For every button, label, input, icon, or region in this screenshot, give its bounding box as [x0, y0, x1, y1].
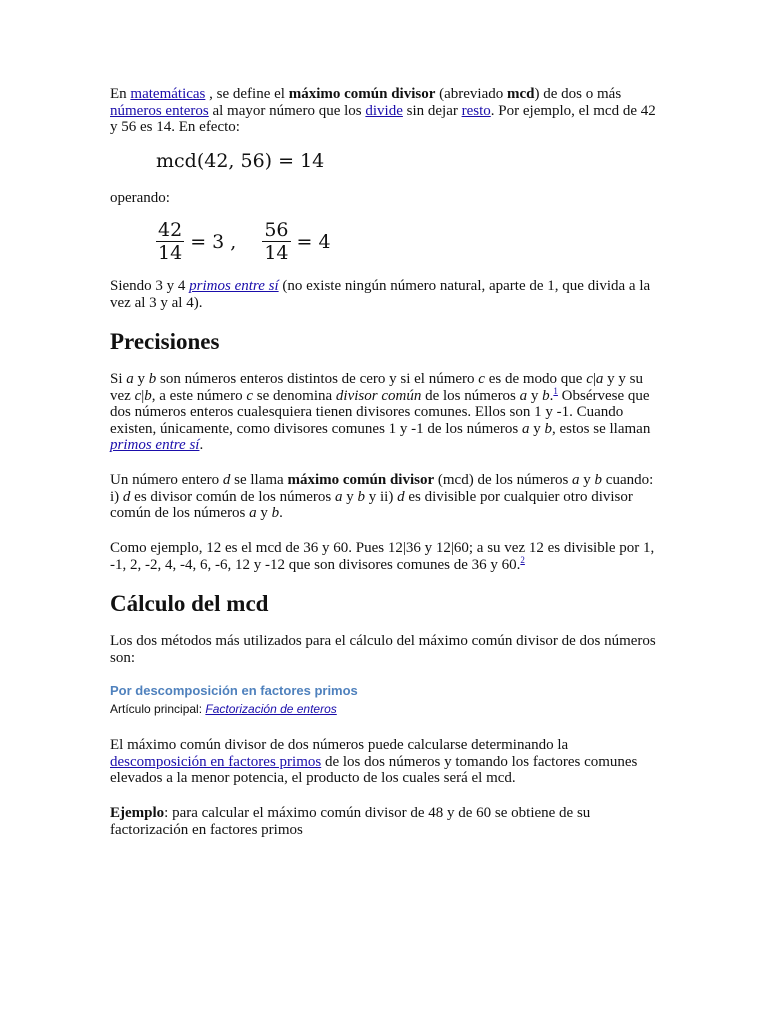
- equation-rhs: = 4: [296, 230, 331, 253]
- text: .: [279, 505, 283, 522]
- text: y su vez: [110, 371, 643, 404]
- text: y: [342, 488, 358, 505]
- link-resto[interactable]: resto: [461, 102, 491, 119]
- heading-calculo: Cálculo del mcd: [110, 591, 269, 616]
- link-primos-entre-si-2[interactable]: primos entre sí: [110, 437, 200, 454]
- text: sin dejar: [402, 102, 462, 119]
- equation-rhs: = 3 ,: [190, 230, 237, 253]
- text: y: [256, 505, 272, 522]
- text: es de modo que: [484, 371, 587, 387]
- text: El máximo común divisor de dos números puede calcularse determinando la: [110, 737, 569, 753]
- text: . Por ejemplo, el mcd de 42 y 56 es 14. En efecto:: [110, 102, 656, 136]
- text: se llama: [230, 472, 288, 488]
- text: cuando: i): [110, 472, 654, 505]
- text: En: [110, 86, 131, 102]
- operando-label: operando:: [110, 190, 170, 206]
- text: ) de dos o más: [534, 86, 622, 102]
- link-matematicas[interactable]: matemáticas: [130, 86, 206, 102]
- text: y: [603, 371, 619, 387]
- fraction-42-14: [156, 219, 184, 264]
- text: .: [549, 387, 554, 404]
- equation-fractions: [156, 219, 331, 264]
- text: Siendo 3 y 4: [110, 278, 190, 294]
- footnote-ref-1[interactable]: 1: [553, 385, 558, 396]
- text: de los dos números y tomando los factores comunes elevados a la menor potencia, el producto de los cuales será el mcd.: [110, 753, 638, 787]
- text: y: [527, 387, 543, 404]
- descomposicion-paragraph: [110, 737, 660, 787]
- text: .: [199, 437, 204, 454]
- text: es divisor común de los números: [130, 488, 335, 505]
- intro-paragraph: [110, 86, 660, 136]
- precisiones-paragraph-2: [110, 472, 660, 522]
- var: d: [222, 472, 231, 488]
- link-primos-entre-si[interactable]: primos entre sí: [189, 278, 279, 294]
- precisiones-paragraph-1: [110, 371, 660, 454]
- text: (mcd) de los números: [434, 472, 573, 488]
- link-divide[interactable]: divide: [365, 102, 403, 119]
- denominator: 14: [158, 242, 183, 264]
- var: b: [594, 472, 603, 488]
- var: d: [122, 488, 131, 505]
- text: y ii): [364, 488, 398, 505]
- link-factorizacion[interactable]: Factorización de enteros: [205, 702, 337, 716]
- numerator: 42: [158, 219, 183, 241]
- text: y: [133, 371, 149, 387]
- var: c: [586, 371, 593, 387]
- text: Si: [110, 371, 127, 387]
- text: |: [141, 387, 145, 404]
- bold-term: mcd: [507, 86, 535, 102]
- text: : para calcular el máximo común divisor de 48 y de 60 se obtiene de su factorización en factores primos: [110, 805, 591, 838]
- var: b: [144, 387, 152, 404]
- var: a: [572, 472, 580, 488]
- var: b: [357, 488, 365, 505]
- text: se denomina: [253, 387, 336, 404]
- heading-descomposicion: Por descomposición en factores primos: [110, 683, 358, 698]
- bold-term: máximo común divisor: [288, 86, 436, 102]
- var: c: [478, 371, 485, 387]
- text: son números enteros distintos de cero y si el número: [156, 371, 479, 387]
- var: b: [542, 387, 550, 404]
- equation-mcd: [156, 150, 324, 172]
- var: c: [134, 387, 142, 404]
- text: al mayor número que los: [208, 102, 366, 119]
- text: (no existe ningún número natural, aparte de 1, que divida a la vez al 3 y al 4).: [110, 278, 651, 311]
- main-article-note: [110, 702, 660, 717]
- numerator: 56: [264, 219, 289, 241]
- fraction-56-14: [262, 219, 290, 264]
- var: a: [126, 371, 134, 387]
- text: y: [579, 472, 595, 488]
- bold-term: Ejemplo: [110, 805, 165, 821]
- var: b: [271, 505, 280, 522]
- text: y: [529, 420, 545, 437]
- text: |: [592, 371, 596, 387]
- denominator: 14: [264, 242, 289, 264]
- heading-precisiones: Precisiones: [110, 329, 220, 354]
- text: Como ejemplo, 12 es el mcd de 36 y 60. Pues 12|36 y 12|60; a su vez 12 es divisible por 1, -1, 2, -2, 4, -4, 6, -6, 12 y -12 que son divisores comunes de 36 y 60.: [110, 540, 655, 573]
- text: es divisible por cualquier otro divisor común de los números: [110, 488, 633, 522]
- bold-term: máximo común divisor: [287, 472, 435, 488]
- text: , estos se llaman: [552, 420, 651, 437]
- var: b: [148, 371, 157, 387]
- link-numeros-enteros[interactable]: números enteros: [110, 102, 209, 119]
- text: de los números: [421, 387, 520, 404]
- var: a: [249, 505, 257, 522]
- text: , a este número: [151, 387, 247, 404]
- text: (abreviado: [435, 86, 508, 102]
- var: a: [595, 371, 604, 387]
- footnote-ref-2[interactable]: 2: [520, 554, 525, 565]
- ejemplo-paragraph: [110, 805, 660, 838]
- text: , se define el: [205, 86, 289, 102]
- equation-text: mcd(42, 56) = 14: [156, 150, 325, 172]
- var: d: [397, 488, 405, 505]
- calculo-paragraph: Los dos métodos más utilizados para el cálculo del máximo común divisor de dos números son:: [110, 633, 656, 666]
- var: a: [334, 488, 343, 505]
- main-article-label: Artículo principal:: [110, 702, 206, 716]
- text: Obsérvese que dos números enteros cualesquiera tienen divisores comunes. Ellos son 1 y -1. Cuando existen, únicamente, como divisores comunes 1 y -1 de los números: [110, 387, 650, 437]
- var: b: [544, 420, 552, 437]
- var: a: [522, 420, 530, 437]
- italic-term: divisor común: [335, 387, 422, 404]
- var: a: [519, 387, 528, 404]
- link-descomposicion[interactable]: descomposición en factores primos: [110, 753, 322, 770]
- text: Un número entero: [110, 472, 223, 488]
- var: c: [246, 387, 253, 404]
- siendo-paragraph: [110, 278, 660, 311]
- precisiones-paragraph-3: [110, 540, 660, 573]
